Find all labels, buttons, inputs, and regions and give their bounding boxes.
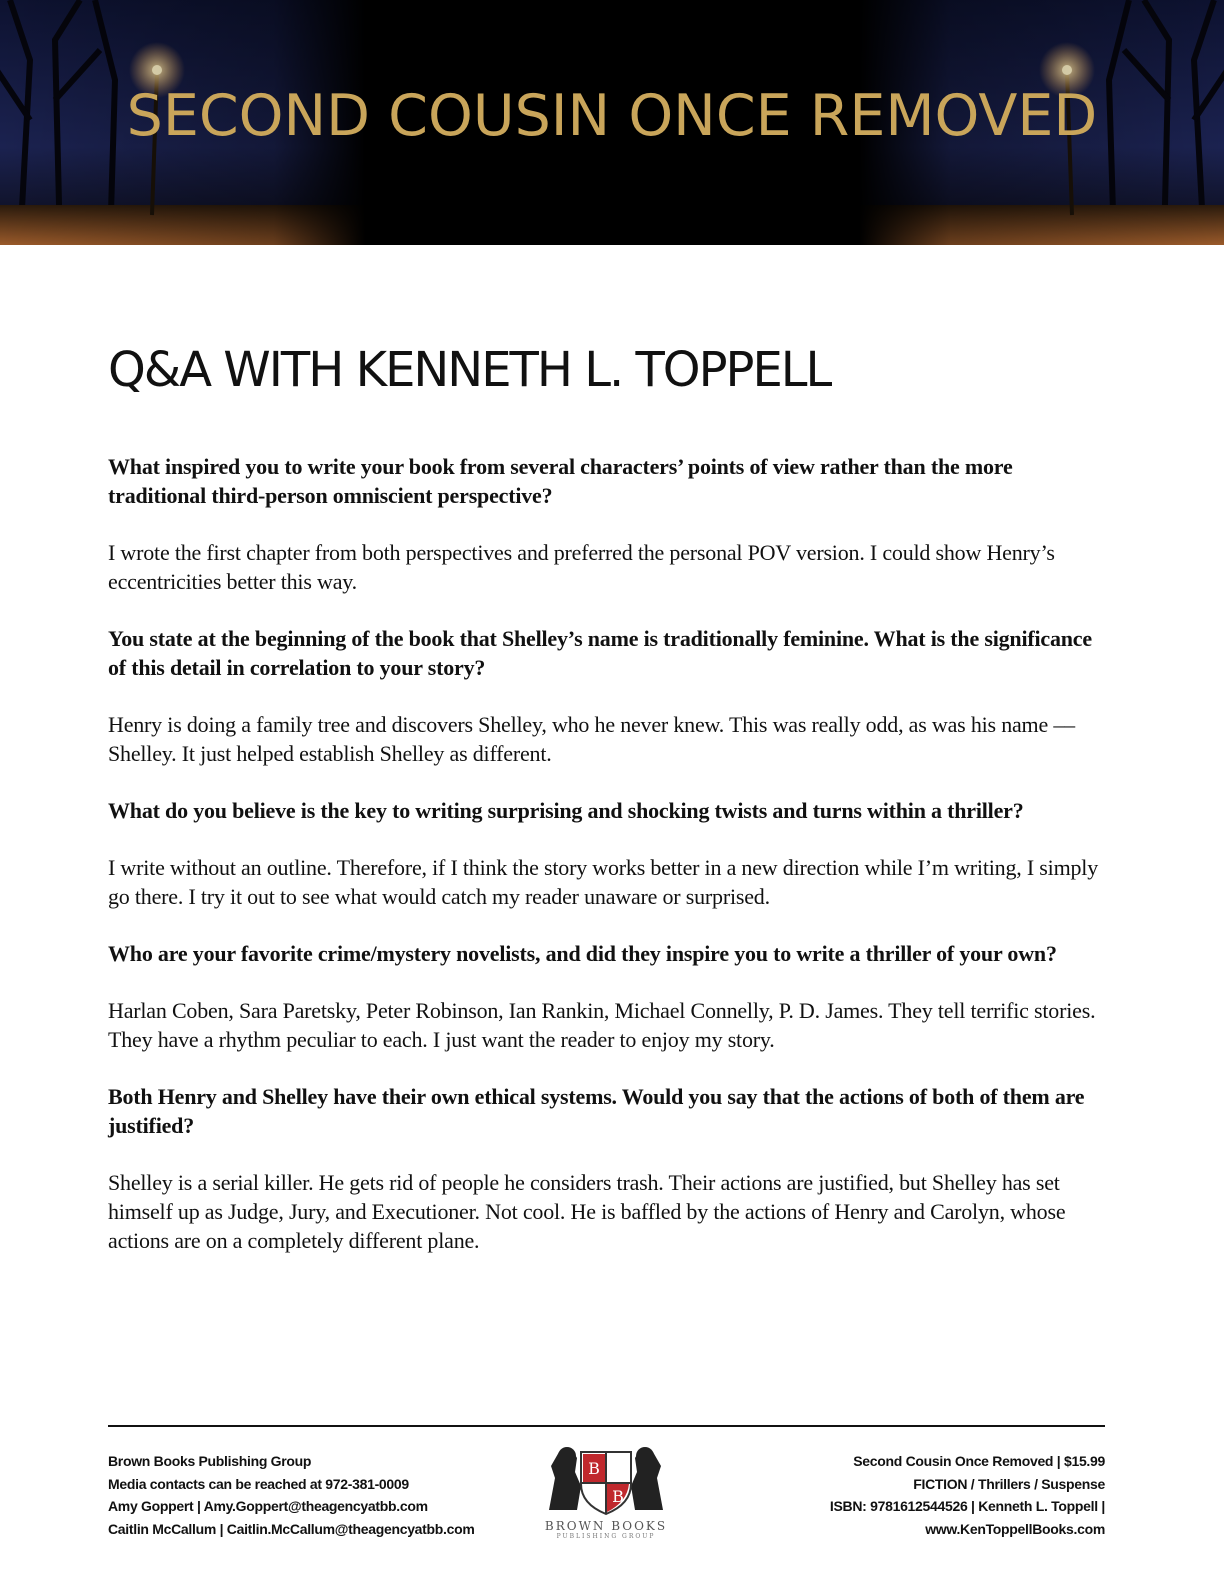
qa-item (108, 939, 1103, 1054)
qa-item (108, 1082, 1103, 1255)
page-title: Q&A WITH KENNETH L. TOPPELL (108, 342, 831, 398)
contact-amy-goppert: Amy Goppert | Amy.Goppert@theagencyatbb.com (108, 1498, 428, 1514)
question: Who are your favorite crime/mystery novelists, and did they inspire you to write a thriller of your own? (108, 941, 1057, 966)
publisher-contact-block (108, 1450, 475, 1540)
qa-list (108, 452, 1103, 1283)
header-banner (0, 0, 1224, 245)
answer: I wrote the first chapter from both perspectives and preferred the personal POV version. I could show Henry’s eccentricities better this way. (108, 540, 1055, 594)
book-title: SECOND COUSIN ONCE REMOVED (126, 83, 1098, 149)
question: What do you believe is the key to writing surprising and shocking twists and turns within a thriller? (108, 798, 1024, 823)
book-info-block (830, 1450, 1105, 1540)
footer-divider (108, 1425, 1105, 1427)
lions-shield-icon (541, 1438, 671, 1518)
contact-caitlin-mccallum: Caitlin McCallum | Caitlin.McCallum@theagencyatbb.com (108, 1520, 475, 1537)
shield-letter-b2: B (612, 1487, 624, 1506)
book-isbn-author: ISBN: 9781612544526 | Kenneth L. Toppell | (829, 1498, 1105, 1514)
answer: Shelley is a serial killer. He gets rid of people he considers trash. Their actions are justified, but Shelley has set himself up as Judge, Jury, and Executioner. Not cool. He is baffled by the actions of Henry and Carolyn, whose actions are on a completely different plane. (108, 1170, 1066, 1253)
author-website: www.KenToppellBooks.com (925, 1520, 1105, 1537)
question: What inspired you to write your book from several characters’ points of view rather than the more traditional third-person omniscient perspective? (108, 454, 1013, 508)
answer: I write without an outline. Therefore, if I think the story works better in a new direction while I’m writing, I simply go there. I try it out to see what would catch my reader unaware or surprised. (108, 855, 1098, 909)
answer: Henry is doing a family tree and discovers Shelley, who he never knew. This was really odd, as was his name –– Shelley. It just helped establish Shelley as different. (108, 712, 1075, 766)
book-genre: FICTION / Thrillers / Suspense (913, 1475, 1105, 1492)
question: You state at the beginning of the book that Shelley’s name is traditionally feminine. What is the significance of this detail in correlation to your story? (108, 626, 1092, 680)
qa-item (108, 624, 1103, 768)
qa-item (108, 452, 1103, 596)
question: Both Henry and Shelley have their own ethical systems. Would you say that the actions of both of them are justified? (108, 1084, 1085, 1138)
qa-item (108, 796, 1103, 911)
answer: Harlan Coben, Sara Paretsky, Peter Robinson, Ian Rankin, Michael Connelly, P. D. James. They tell terrific stories. They have a rhythm peculiar to each. I just want the reader to enjoy my story. (108, 998, 1096, 1052)
media-contact-line: Media contacts can be reached at 972-381-0009 (108, 1475, 409, 1492)
book-title-price: Second Cousin Once Removed | $15.99 (853, 1453, 1105, 1469)
publisher-name: Brown Books Publishing Group (108, 1453, 312, 1469)
brown-books-logo (536, 1438, 676, 1550)
logo-wordmark: BROWN BOOKS (544, 1519, 668, 1533)
logo-subtitle: PUBLISHING GROUP (556, 1533, 656, 1540)
shield-letter-b1: B (588, 1459, 600, 1478)
